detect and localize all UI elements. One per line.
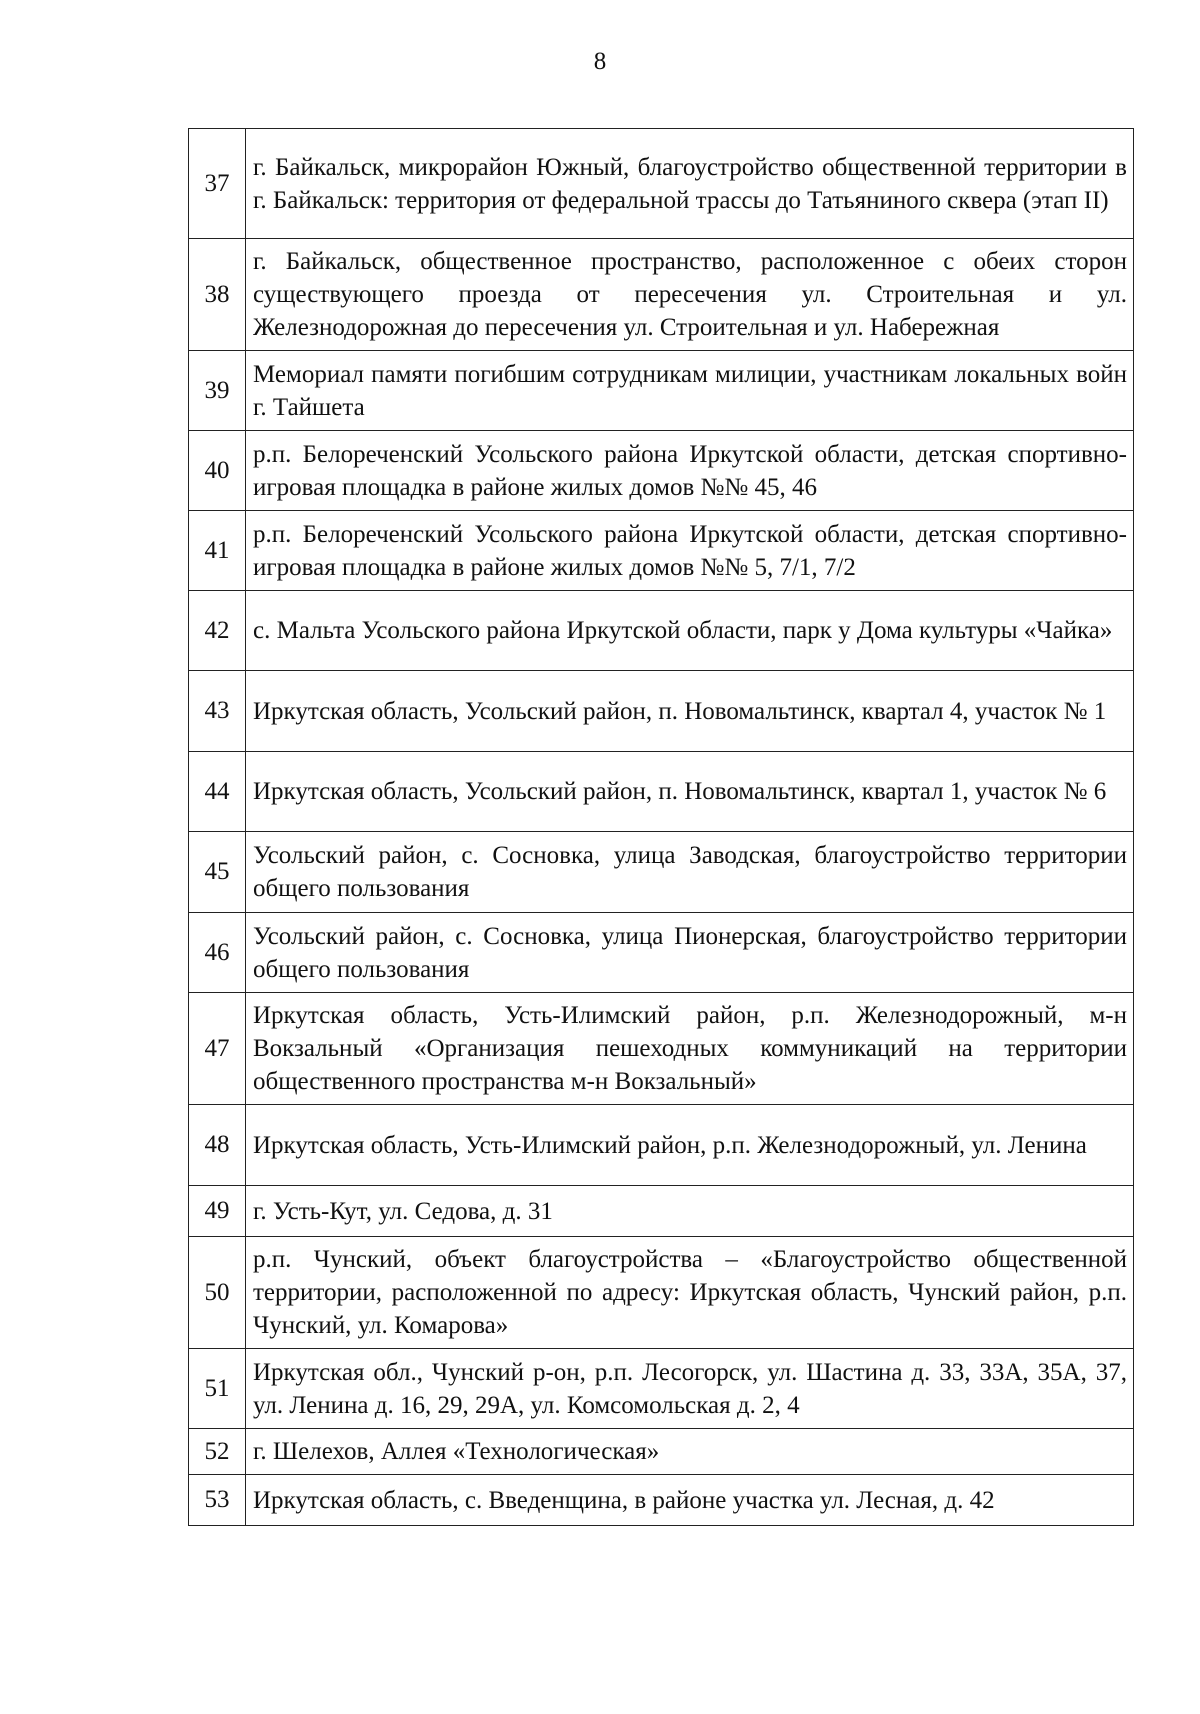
table-body: [189, 129, 1134, 1526]
row-number: 41: [189, 511, 246, 591]
table-row: [189, 591, 1134, 671]
row-number: 42: [189, 591, 246, 671]
row-number: 39: [189, 351, 246, 431]
table-row: [189, 431, 1134, 511]
row-description: с. Мальта Усольского района Иркутской области, парк у Дома культуры «Чайка»: [246, 591, 1134, 671]
row-description: г. Байкальск, микрорайон Южный, благоустройство общественной территории в г. Байкальск: территория от федеральной трассы до Татьяниного сквера (этап II): [246, 129, 1134, 239]
table-row: [189, 511, 1134, 591]
row-description: р.п. Чунский, объект благоустройства – «Благоустройство общественной территории, расположенной по адресу: Иркутская область, Чунский район, р.п. Чунский, ул. Комарова»: [246, 1237, 1134, 1349]
table-row: [189, 1186, 1134, 1237]
table-row: [189, 1475, 1134, 1526]
row-description: р.п. Белореченский Усольского района Иркутской области, детская спортивно-игровая площадка в районе жилых домов №№ 45, 46: [246, 431, 1134, 511]
row-number: 47: [189, 993, 246, 1105]
page-number: 8: [593, 48, 607, 75]
row-number: 48: [189, 1105, 246, 1186]
table-row: [189, 129, 1134, 239]
table-row: [189, 913, 1134, 993]
row-number: 50: [189, 1237, 246, 1349]
row-description: Иркутская область, Усольский район, п. Новомальтинск, квартал 1, участок № 6: [246, 752, 1134, 832]
table-row: [189, 351, 1134, 431]
row-number: 51: [189, 1349, 246, 1429]
row-number: 53: [189, 1475, 246, 1526]
row-description: Иркутская область, Усольский район, п. Новомальтинск, квартал 4, участок № 1: [246, 671, 1134, 752]
table-row: [189, 239, 1134, 351]
row-number: 45: [189, 832, 246, 913]
row-description: Иркутская обл., Чунский р-он, р.п. Лесогорск, ул. Шастина д. 33, 33А, 35А, 37, ул. Ленина д. 16, 29, 29А, ул. Комсомольская д. 2, 4: [246, 1349, 1134, 1429]
row-description: Иркутская область, с. Введенщина, в районе участка ул. Лесная, д. 42: [246, 1475, 1134, 1526]
row-number: 49: [189, 1186, 246, 1237]
row-description: Усольский район, с. Сосновка, улица Заводская, благоустройство территории общего пользования: [246, 832, 1134, 913]
row-description: г. Усть-Кут, ул. Седова, д. 31: [246, 1186, 1134, 1237]
table-row: [189, 1349, 1134, 1429]
table-row: [189, 993, 1134, 1105]
row-number: 43: [189, 671, 246, 752]
table-row: [189, 832, 1134, 913]
table-row: [189, 752, 1134, 832]
row-description: Мемориал памяти погибшим сотрудникам милиции, участникам локальных войн г. Тайшета: [246, 351, 1134, 431]
objects-table: [188, 128, 1134, 1526]
row-number: 38: [189, 239, 246, 351]
table-row: [189, 1429, 1134, 1475]
row-number: 40: [189, 431, 246, 511]
row-number: 46: [189, 913, 246, 993]
row-description: Усольский район, с. Сосновка, улица Пионерская, благоустройство территории общего пользования: [246, 913, 1134, 993]
row-description: р.п. Белореченский Усольского района Иркутской области, детская спортивно-игровая площадка в районе жилых домов №№ 5, 7/1, 7/2: [246, 511, 1134, 591]
row-number: 44: [189, 752, 246, 832]
table-row: [189, 1237, 1134, 1349]
row-description: г. Байкальск, общественное пространство, расположенное с обеих сторон существующего проезда от пересечения ул. Строительная и ул. Железнодорожная до пересечения ул. Строительная и ул. Набережная: [246, 239, 1134, 351]
row-description: г. Шелехов, Аллея «Технологическая»: [246, 1429, 1134, 1475]
row-number: 52: [189, 1429, 246, 1475]
row-number: 37: [189, 129, 246, 239]
table-row: [189, 1105, 1134, 1186]
row-description: Иркутская область, Усть-Илимский район, р.п. Железнодорожный, ул. Ленина: [246, 1105, 1134, 1186]
row-description: Иркутская область, Усть-Илимский район, р.п. Железнодорожный, м-н Вокзальный «Организация пешеходных коммуникаций на территории общественного пространства м-н Вокзальный»: [246, 993, 1134, 1105]
table-row: [189, 671, 1134, 752]
